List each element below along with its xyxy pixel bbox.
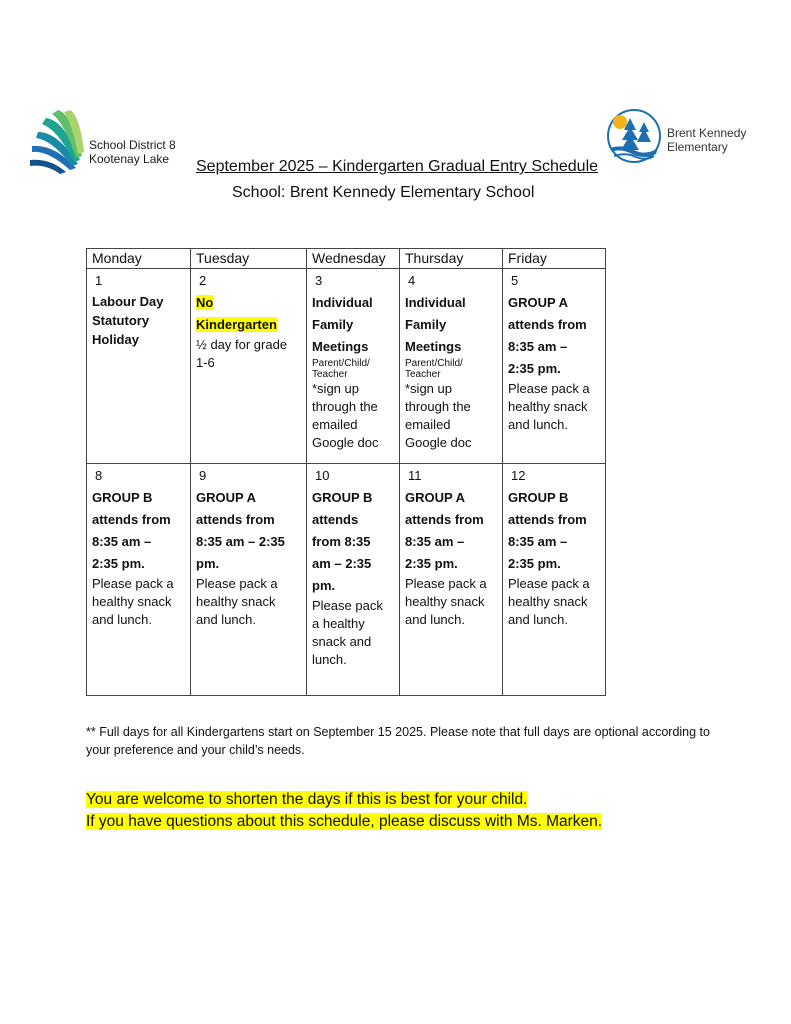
cell-text: healthy snack [196, 594, 276, 609]
cell-text: Statutory [92, 313, 150, 328]
cell-text: 1-6 [196, 355, 215, 370]
week-2-row [87, 464, 606, 696]
cell-text: Please pack a [196, 576, 278, 591]
cell-bold: attends from [405, 512, 484, 527]
day-number: 4 [408, 273, 416, 288]
day-number: 9 [199, 468, 207, 483]
cell-text: healthy snack [508, 594, 588, 609]
cell-bold: GROUP B [508, 490, 569, 505]
cell-bold: attends from [508, 317, 587, 332]
school-district-fan-logo-icon [30, 110, 86, 176]
cell-text: Google doc [405, 435, 472, 450]
schedule-table [86, 248, 606, 696]
day-cell [87, 269, 191, 464]
message-line1: You are welcome to shorten the days if this is best for your child. [86, 791, 528, 808]
header-wednesday: Wednesday [307, 249, 400, 269]
cell-bold: am – 2:35 [312, 556, 372, 571]
cell-small: Parent/Child/ [312, 358, 370, 369]
cell-text: and lunch. [196, 612, 256, 627]
cell-text: healthy snack [405, 594, 485, 609]
day-cell [191, 464, 307, 696]
cell-bold: Individual [312, 295, 373, 310]
cell-text: a healthy [312, 616, 365, 631]
cell-bold: 8:35 am – [92, 534, 152, 549]
school-logo-line2: Elementary [667, 140, 728, 154]
district-name-line2: Kootenay Lake [89, 152, 170, 166]
cell-bold: 2:35 pm. [508, 361, 561, 376]
brent-kennedy-tree-logo-icon [606, 108, 662, 164]
cell-bold: attends [312, 512, 359, 527]
highlighted-text: Kindergarten [196, 317, 277, 332]
cell-text: and lunch. [405, 612, 465, 627]
cell-text: Please pack a [92, 576, 174, 591]
day-cell [503, 464, 606, 696]
cell-text: through the [312, 399, 378, 414]
page-title: September 2025 – Kindergarten Gradual Entry Schedule [196, 158, 599, 175]
header-thursday: Thursday [400, 249, 503, 269]
day-number: 1 [95, 273, 103, 288]
day-cell [307, 464, 400, 696]
cell-bold: 8:35 am – [508, 339, 568, 354]
cell-text: *sign up [405, 381, 452, 396]
cell-text: Please pack a [508, 576, 590, 591]
cell-bold: 8:35 am – [508, 534, 568, 549]
day-number: 11 [408, 468, 422, 483]
cell-text: emailed [405, 417, 451, 432]
cell-text: *sign up [312, 381, 359, 396]
district-name-line1: School District 8 [89, 138, 176, 152]
cell-small: Teacher [312, 369, 348, 380]
cell-bold: attends from [196, 512, 275, 527]
full-days-note: ** Full days for all Kindergartens start on September 15 2025. Please note that full days are optional according to your preference and your child’s needs. [86, 725, 710, 757]
message-line2: If you have questions about this schedule, please discuss with Ms. Marken. [86, 813, 603, 830]
cell-text: and lunch. [92, 612, 152, 627]
week-1-row [87, 269, 606, 464]
brent-kennedy-logo [606, 108, 776, 168]
cell-text: healthy snack [92, 594, 172, 609]
cell-bold: pm. [312, 578, 336, 593]
cell-bold: attends from [92, 512, 171, 527]
cell-bold: pm. [196, 556, 220, 571]
cell-text: Labour Day [92, 294, 164, 309]
cell-text: Holiday [92, 332, 139, 347]
cell-text: healthy snack [508, 399, 588, 414]
school-district-logo [30, 110, 210, 180]
cell-text: and lunch. [508, 417, 568, 432]
cell-text: through the [405, 399, 471, 414]
cell-bold: from 8:35 [312, 534, 371, 549]
day-number: 5 [511, 273, 519, 288]
day-number: 12 [511, 468, 526, 483]
day-number: 10 [315, 468, 330, 483]
day-cell [307, 269, 400, 464]
cell-bold: 2:35 pm. [405, 556, 458, 571]
cell-text: Please pack a [405, 576, 487, 591]
cell-bold: Individual [405, 295, 466, 310]
cell-bold: GROUP A [196, 490, 256, 505]
cell-bold: GROUP B [92, 490, 153, 505]
cell-bold: GROUP A [508, 295, 568, 310]
day-cell [400, 464, 503, 696]
cell-bold: 8:35 am – [405, 534, 465, 549]
day-number: 2 [199, 273, 207, 288]
cell-text: ½ day for grade [196, 337, 288, 352]
cell-text: lunch. [312, 652, 347, 667]
cell-bold: GROUP B [312, 490, 373, 505]
cell-text: Please pack a [508, 381, 590, 396]
cell-text: snack and [312, 634, 372, 649]
day-cell [400, 269, 503, 464]
cell-bold: 2:35 pm. [508, 556, 561, 571]
cell-bold: GROUP A [405, 490, 465, 505]
cell-bold: 8:35 am – 2:35 [196, 534, 285, 549]
cell-bold: 2:35 pm. [92, 556, 145, 571]
cell-bold: Meetings [405, 339, 462, 354]
day-cell [87, 464, 191, 696]
header-friday: Friday [503, 249, 606, 269]
highlighted-message [86, 789, 602, 833]
cell-bold: attends from [508, 512, 587, 527]
header-monday: Monday [87, 249, 191, 269]
day-cell [191, 269, 307, 464]
cell-small: Parent/Child/ [405, 358, 463, 369]
day-number: 3 [315, 273, 323, 288]
cell-text: Please pack [312, 598, 383, 613]
school-name: School: Brent Kennedy Elementary School [232, 184, 535, 201]
header-tuesday: Tuesday [191, 249, 307, 269]
cell-small: Teacher [405, 369, 441, 380]
header-row [87, 249, 606, 269]
cell-text: emailed [312, 417, 358, 432]
cell-bold: Meetings [312, 339, 369, 354]
cell-bold: Family [405, 317, 447, 332]
day-number: 8 [95, 468, 103, 483]
cell-text: Google doc [312, 435, 379, 450]
cell-bold: Family [312, 317, 354, 332]
highlighted-text: No [196, 295, 214, 310]
cell-text: and lunch. [508, 612, 568, 627]
school-logo-line1: Brent Kennedy [667, 126, 747, 140]
day-cell [503, 269, 606, 464]
